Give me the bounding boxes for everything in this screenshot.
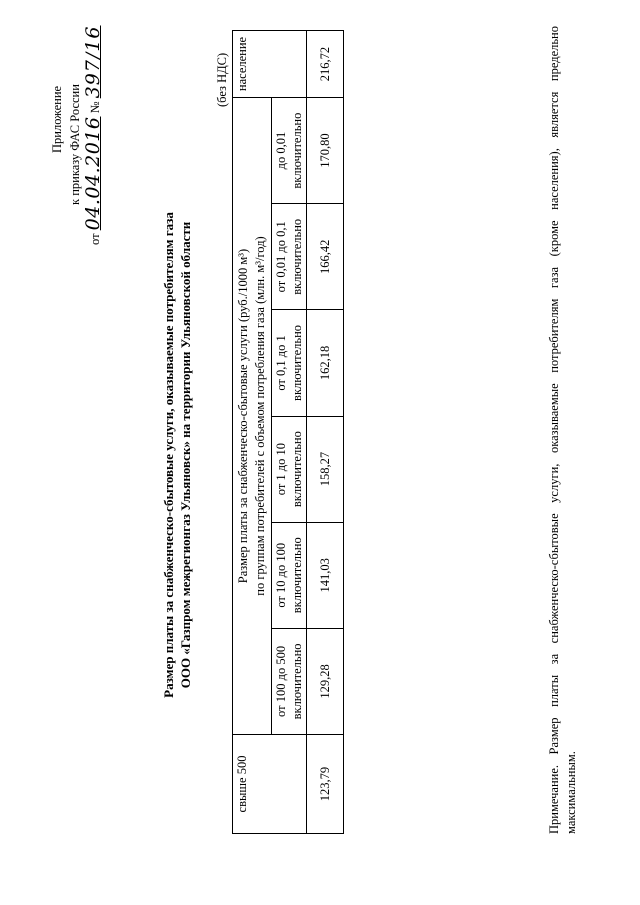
col-header-2 (272, 522, 307, 628)
col-header-6-top: до 0,01 (274, 131, 288, 170)
value-cell-5: 166,42 (307, 204, 344, 310)
table-header-row (233, 31, 272, 834)
tariff-table (232, 30, 344, 834)
col-header-3-top: от 1 до 10 (274, 442, 288, 496)
col-header-4-bottom: включительно (290, 324, 304, 401)
main-header-line-2: по группам потребителей с объемом потребления газа (млн. м³/год) (253, 236, 267, 596)
value-cell-2: 141,03 (307, 522, 344, 628)
appendix-label: Приложение (50, 85, 64, 153)
order-number: 397/16 (82, 25, 104, 99)
col-header-1 (272, 628, 307, 734)
col-header-5-bottom: включительно (290, 218, 304, 295)
title-line-1: Размер платы за снабженческо-сбытовые услуги, оказываемые потребителям газа (161, 212, 176, 698)
col-header-2-top: от 10 до 100 (274, 542, 288, 608)
col-header-1-top: от 100 до 500 (274, 645, 288, 717)
col-header-5 (272, 204, 307, 310)
value-cell-4: 162,18 (307, 310, 344, 416)
col-header-6-bottom: включительно (290, 112, 304, 189)
title-line-2: ООО «Газпром межрегионгаз Ульяновск» на территории Ульяновской области (178, 221, 193, 689)
col-header-0-text: свыше 500 (235, 755, 249, 813)
table-row (307, 31, 344, 834)
footnote: Примечание. Размер платы за снабженческо-сбытовые услуги, оказываемые потребителям газа (кроме населения), является предельно максимальным. (547, 26, 578, 834)
col-header-3-bottom: включительно (290, 431, 304, 508)
vat-note: (без НДС) (215, 52, 229, 107)
appendix-order: к приказу ФАС России (68, 84, 82, 205)
col-header-0 (233, 735, 307, 834)
table-subheader-row (272, 31, 307, 834)
number-prefix: № (88, 101, 102, 114)
col-header-4-top: от 0,1 до 1 (274, 335, 288, 391)
appendix-block (48, 15, 104, 245)
col-header-2-bottom: включительно (290, 537, 304, 614)
table-main-header (233, 98, 272, 735)
value-cell-7: 216,72 (307, 31, 344, 98)
col-header-6 (272, 98, 307, 204)
col-header-1-bottom: включительно (290, 643, 304, 720)
document-title (160, 135, 194, 775)
value-cell-1: 129,28 (307, 628, 344, 734)
value-cell-0: 123,79 (307, 735, 344, 834)
main-header-line-1: Размер платы за снабженческо-сбытовые услуги (руб./1000 м³) (236, 248, 250, 584)
col-header-7 (233, 31, 307, 98)
value-cell-6: 170,80 (307, 98, 344, 204)
date-prefix: от (88, 233, 102, 245)
col-header-5-top: от 0,01 до 0,1 (274, 221, 288, 293)
value-cell-3: 158,27 (307, 416, 344, 522)
col-header-7-text: население (235, 36, 249, 92)
col-header-4 (272, 310, 307, 416)
order-date: 04.04.2016 (82, 116, 104, 231)
col-header-3 (272, 416, 307, 522)
appendix-date-line (84, 15, 104, 245)
